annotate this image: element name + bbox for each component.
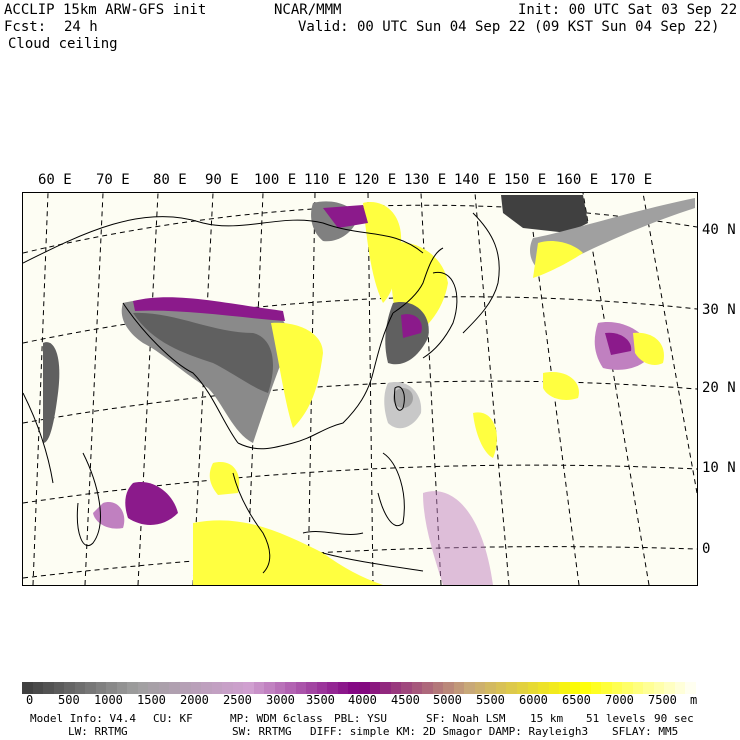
cu-scheme: CU: KF <box>153 712 193 725</box>
legend-tick: 1000 <box>94 693 123 707</box>
legend-unit: m <box>690 693 698 707</box>
legend-tick: 7000 <box>605 693 634 707</box>
legend-tick: 6000 <box>519 693 548 707</box>
lon-label: 130 E <box>404 172 447 188</box>
legend-tick: 7500 <box>648 693 677 707</box>
lon-label: 160 E <box>556 172 599 188</box>
map-canvas <box>23 193 697 585</box>
graticule <box>23 193 697 585</box>
lon-label: 120 E <box>354 172 397 188</box>
lon-label: 110 E <box>304 172 347 188</box>
sf-scheme: SF: Noah LSM <box>426 712 506 725</box>
legend-swatch <box>33 682 44 694</box>
lat-label: 10 N <box>702 460 736 476</box>
legend-swatch <box>549 682 560 694</box>
pbl-scheme: PBL: YSU <box>334 712 387 725</box>
lon-label: 140 E <box>454 172 497 188</box>
field-name: Cloud ceiling <box>8 36 118 52</box>
legend-tick: 5500 <box>476 693 505 707</box>
levels: 51 levels <box>586 712 646 725</box>
legend-tick: 3000 <box>266 693 295 707</box>
sw-scheme: SW: RRTMG <box>232 725 292 738</box>
legend-tick: 5000 <box>433 693 462 707</box>
fcst-value: 24 h <box>64 19 98 35</box>
legend-swatch <box>464 682 475 694</box>
legend-tick: 3500 <box>306 693 335 707</box>
legend-swatch <box>422 682 433 694</box>
lon-label: 100 E <box>254 172 297 188</box>
lon-label: 170 E <box>610 172 653 188</box>
map-panel <box>22 192 698 586</box>
resolution: 15 km <box>530 712 564 725</box>
legend-tick: 500 <box>58 693 80 707</box>
lon-label: 70 E <box>96 172 130 188</box>
legend-tick: 4000 <box>348 693 377 707</box>
legend-swatch <box>633 682 644 694</box>
sflay-scheme: SFLAY: MM5 <box>612 725 679 738</box>
lat-label: 40 N <box>702 222 736 238</box>
legend-swatch <box>212 682 223 694</box>
legend-swatch <box>591 682 602 694</box>
legend-tick: 1500 <box>137 693 166 707</box>
lon-label: 60 E <box>38 172 72 188</box>
timestep: 90 sec <box>654 712 694 725</box>
legend-swatch <box>43 682 54 694</box>
legend-tick: 0 <box>26 693 34 707</box>
valid-time: Valid: 00 UTC Sun 04 Sep 22 (09 KST Sun 04 Sep 22) <box>298 19 720 35</box>
lon-label: 80 E <box>153 172 187 188</box>
legend-tick: 2500 <box>223 693 252 707</box>
lon-label: 90 E <box>205 172 239 188</box>
fcst-label: Fcst: <box>4 19 47 35</box>
legend-tick: 4500 <box>391 693 420 707</box>
lat-label: 0 <box>702 541 711 557</box>
lw-scheme: LW: RRTMG <box>68 725 128 738</box>
lon-label: 150 E <box>504 172 547 188</box>
init-time: Init: 00 UTC Sat 03 Sep 22 <box>518 2 738 18</box>
lat-label: 30 N <box>702 302 736 318</box>
legend-tick: 2000 <box>180 693 209 707</box>
lat-label: 20 N <box>702 380 736 396</box>
model-title: ACCLIP 15km ARW-GFS init <box>4 2 207 18</box>
legend-tick: 6500 <box>562 693 591 707</box>
legend-swatch <box>169 682 180 694</box>
legend-swatch <box>380 682 391 694</box>
diff-scheme: DIFF: simple KM: 2D Smagor DAMP: Rayleigh3 <box>310 725 589 738</box>
mp-scheme: MP: WDM 6class <box>230 712 323 725</box>
org-label: NCAR/MMM <box>274 2 342 18</box>
legend-swatch <box>254 682 265 694</box>
legend-swatch <box>506 682 517 694</box>
model-info: Model Info: V4.4 <box>30 712 136 725</box>
